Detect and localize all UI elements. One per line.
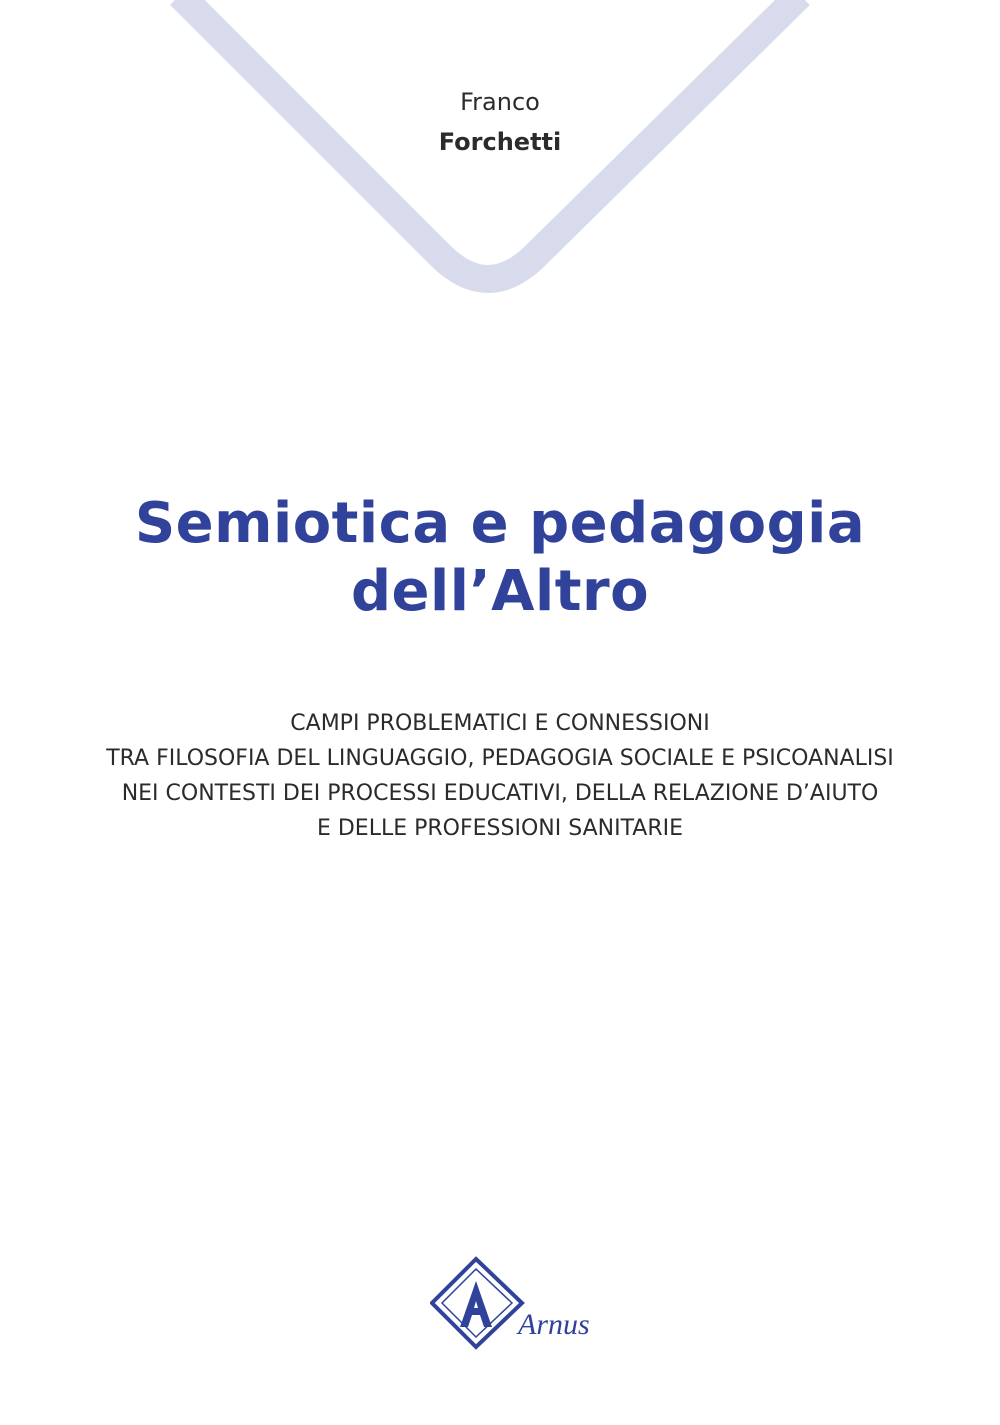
subtitle-line-3: NEI CONTESTI DEI PROCESSI EDUCATIVI, DELLA RELAZIONE D’AIUTO (121, 781, 879, 806)
book-title-line-2: dell’Altro (350, 559, 650, 624)
author-last-name: Forchetti (438, 128, 562, 156)
author-first-name: Franco (460, 88, 540, 116)
subtitle-line-4: E DELLE PROFESSIONI SANITARIE (316, 816, 684, 841)
decorative-chevron (0, 0, 1000, 320)
book-title-line-1: Semiotica e pedagogia (134, 491, 866, 556)
subtitle-line-1: CAMPI PROBLEMATICI E CONNESSIONI (290, 711, 710, 736)
publisher-name: Arnus (518, 1308, 590, 1341)
subtitle-line-2: TRA FILOSOFIA DEL LINGUAGGIO, PEDAGOGIA SOCIALE E PSICOANALISI (106, 746, 894, 771)
